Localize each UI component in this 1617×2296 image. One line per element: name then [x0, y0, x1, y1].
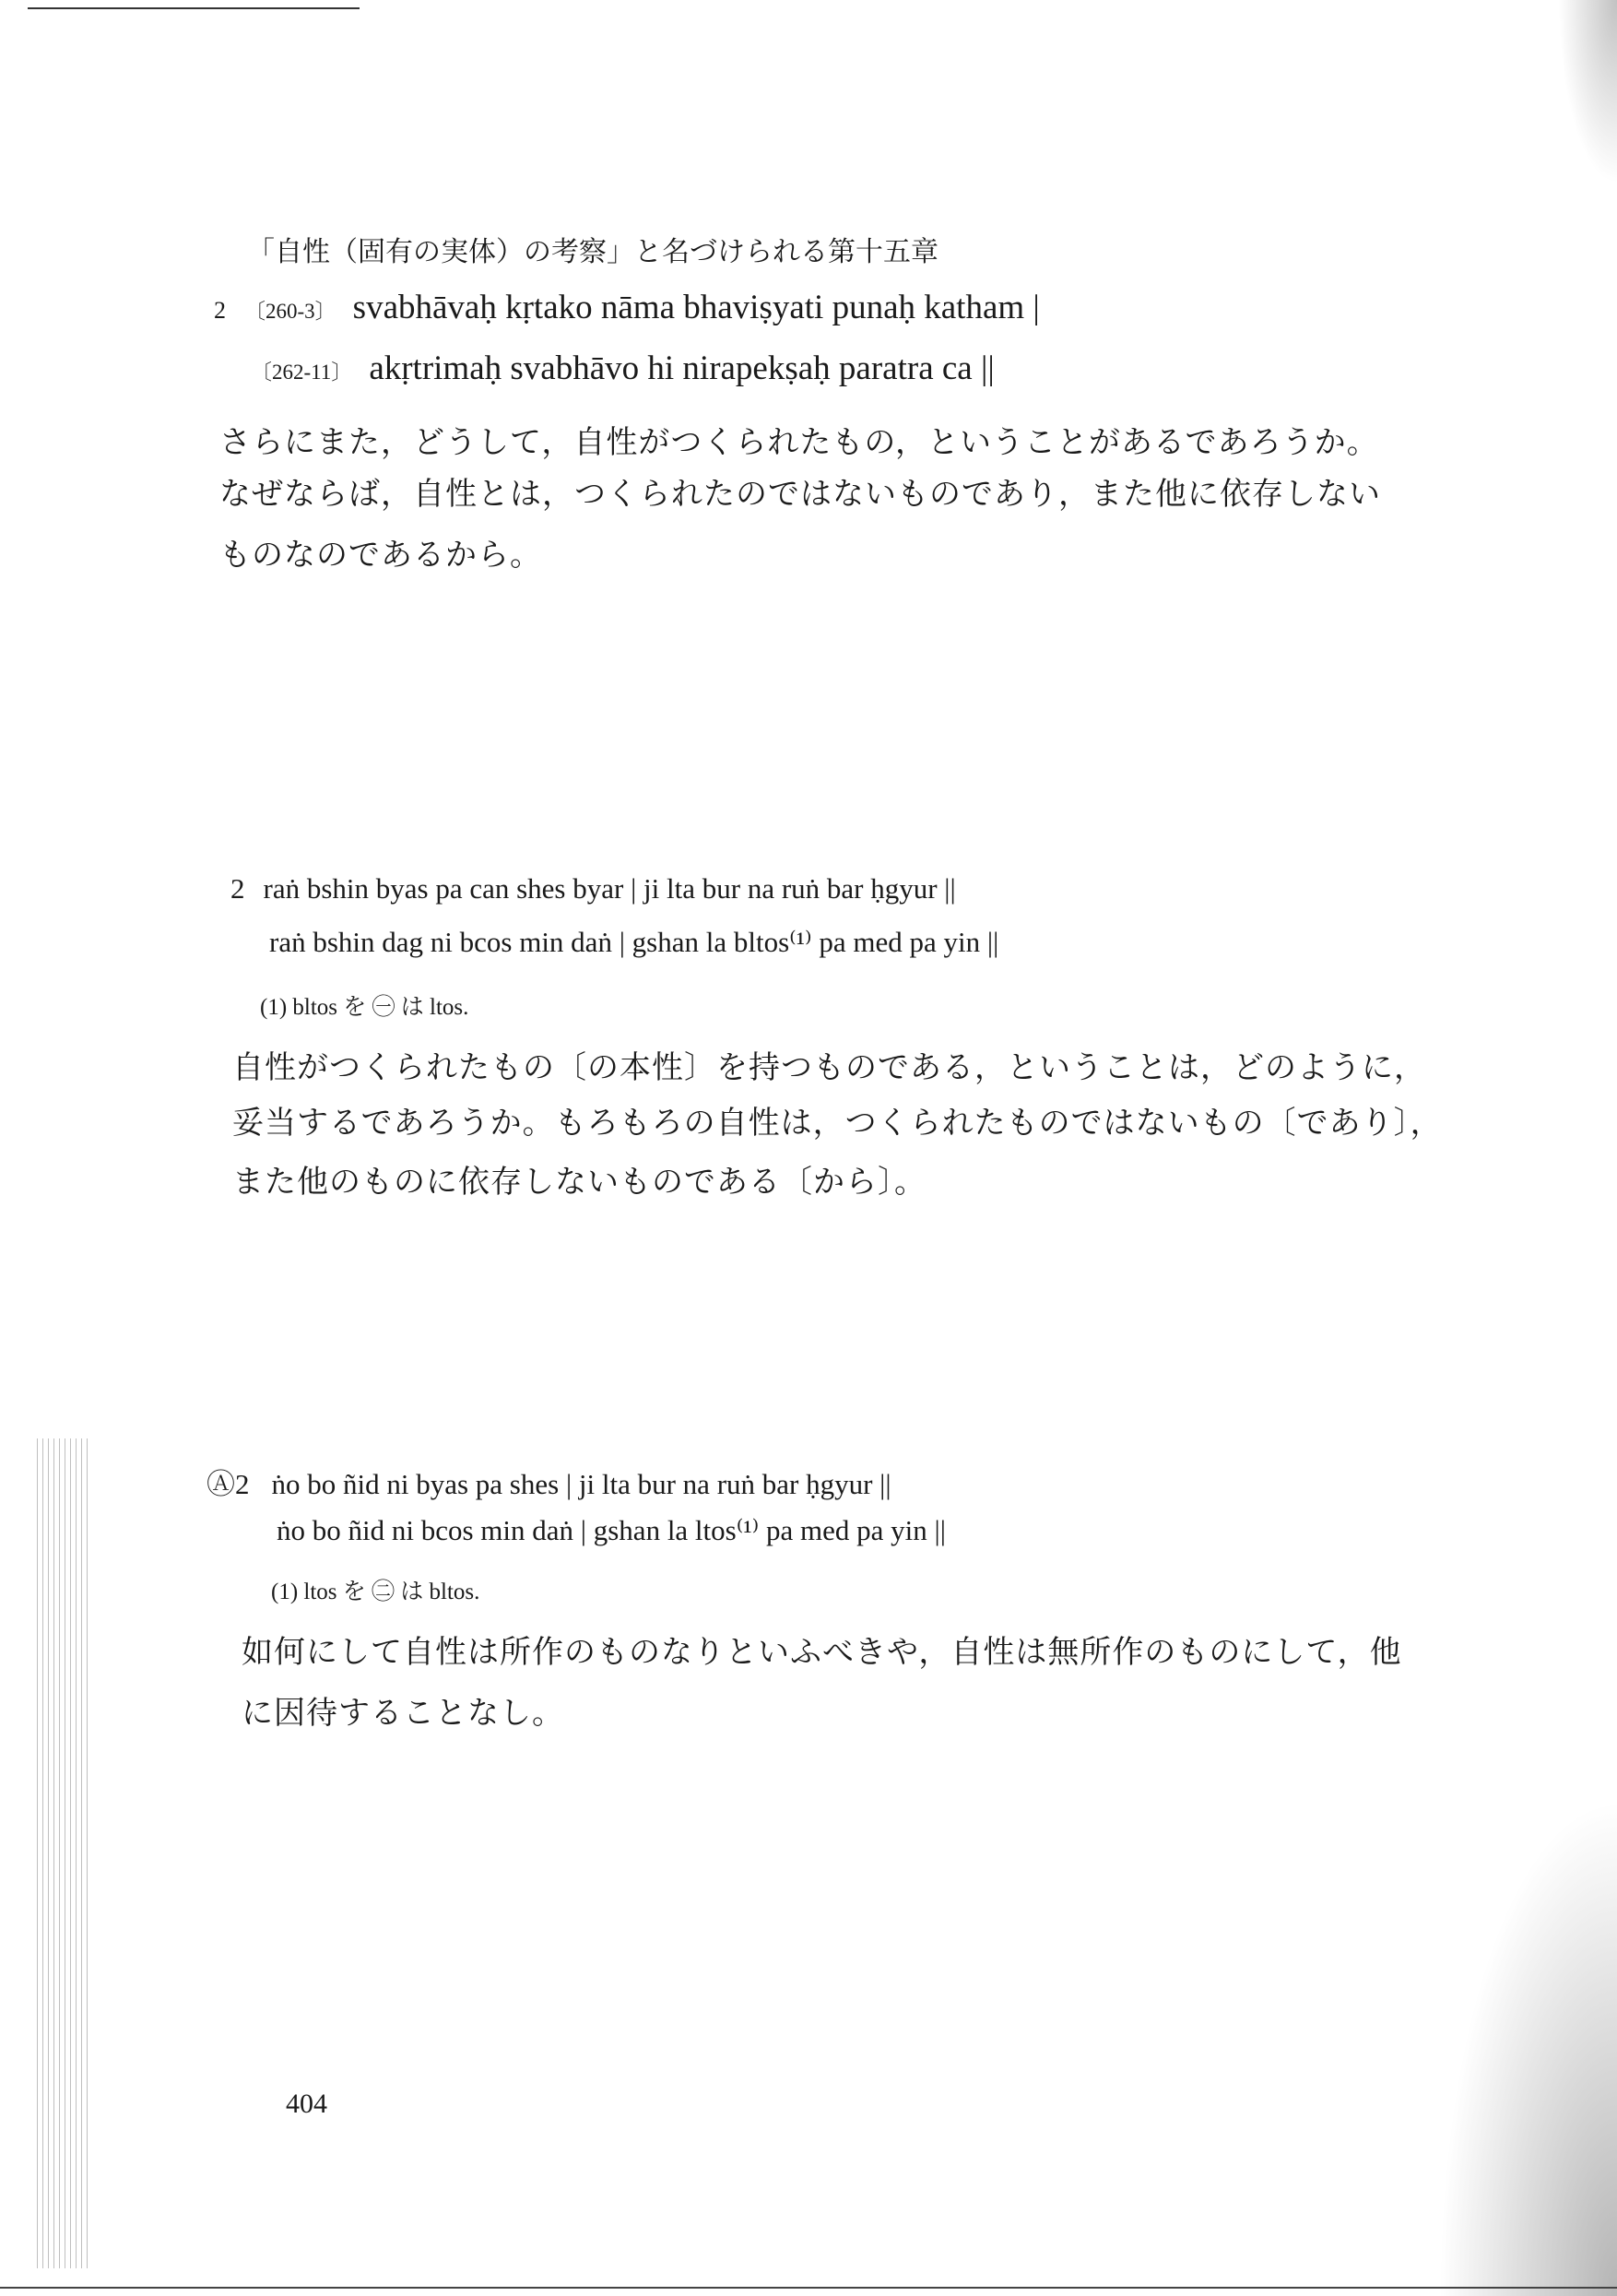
sanskrit-ref-1: 〔260-3〕: [244, 300, 336, 323]
sanskrit-translation-3: ものなのであるから。: [219, 537, 542, 574]
akutobhaya-translation-1: 如何にして自性は所作のものなりといふべきや，自性は無所作のものにして，他: [242, 1634, 1402, 1671]
tibetan-translation-1: 自性がつくられたもの〔の本性〕を持つものである，ということは，どのように，: [232, 1049, 1426, 1086]
akutobhaya-line-1: [207, 1461, 891, 1502]
akutobhaya-marker: Ⓐ2: [207, 1468, 250, 1500]
tibetan-translation-2: 妥当するであろうか。もろもろの自性は，つくられたものではないもの〔であり〕，: [232, 1105, 1443, 1142]
chapter-title: 「自性（固有の実体）の考察」と名づけられる第十五章: [247, 236, 938, 268]
sanskrit-translation-2: なぜならば，自性とは，つくられたのではないものであり，また他に依存しない: [219, 476, 1381, 513]
scan-binding-shadow: [37, 1438, 88, 2268]
top-rule: [28, 7, 360, 9]
sanskrit-ref-2: 〔262-11〕: [251, 361, 353, 384]
tibetan-line-1: [230, 872, 956, 905]
sanskrit-text-1: svabhāvaḥ kṛtako nāma bhaviṣyati punaḥ katham |: [352, 289, 1040, 326]
tibetan-translation-3: また他のものに依存しないものである〔から〕。: [232, 1164, 927, 1201]
sanskrit-line-2: [251, 349, 995, 388]
sanskrit-text-2: akṛtrimaḥ svabhāvo hi nirapekṣaḥ paratra ca ||: [369, 349, 995, 387]
akutobhaya-text-1: ṅo bo ñid ni byas pa shes | ji lta bur na ruṅ bar ḥgyur ||: [271, 1468, 891, 1500]
sanskrit-line-1: [214, 288, 1040, 327]
tibetan-verse-number: 2: [230, 872, 245, 905]
tibetan-footnote: (1) bltos を ㊀ は ltos.: [260, 995, 469, 1020]
tibetan-text-1: raṅ bshin byas pa can shes byar | ji lta bur na ruṅ bar ḥgyur ||: [263, 872, 956, 905]
akutobhaya-translation-2: に因待することなし。: [242, 1695, 564, 1732]
scan-shadow-bottom: [1438, 1798, 1617, 2296]
bottom-rule: [0, 2287, 1617, 2289]
sanskrit-translation-1: さらにまた，どうして，自性がつくられたもの，ということがあるであろうか。: [219, 424, 1379, 461]
verse-number: 2: [214, 297, 226, 324]
scan-shadow-top: [1558, 0, 1617, 184]
akutobhaya-line-2: ṅo bo ñid ni bcos min daṅ | gshan la ltos⁽¹⁾ pa med pa yin ||: [277, 1514, 946, 1546]
akutobhaya-footnote: (1) ltos を ㊁ は bltos.: [271, 1580, 480, 1604]
tibetan-line-2: raṅ bshin dag ni bcos min daṅ | gshan la bltos⁽¹⁾ pa med pa yin ||: [269, 926, 999, 958]
page-number: 404: [286, 2089, 327, 2119]
